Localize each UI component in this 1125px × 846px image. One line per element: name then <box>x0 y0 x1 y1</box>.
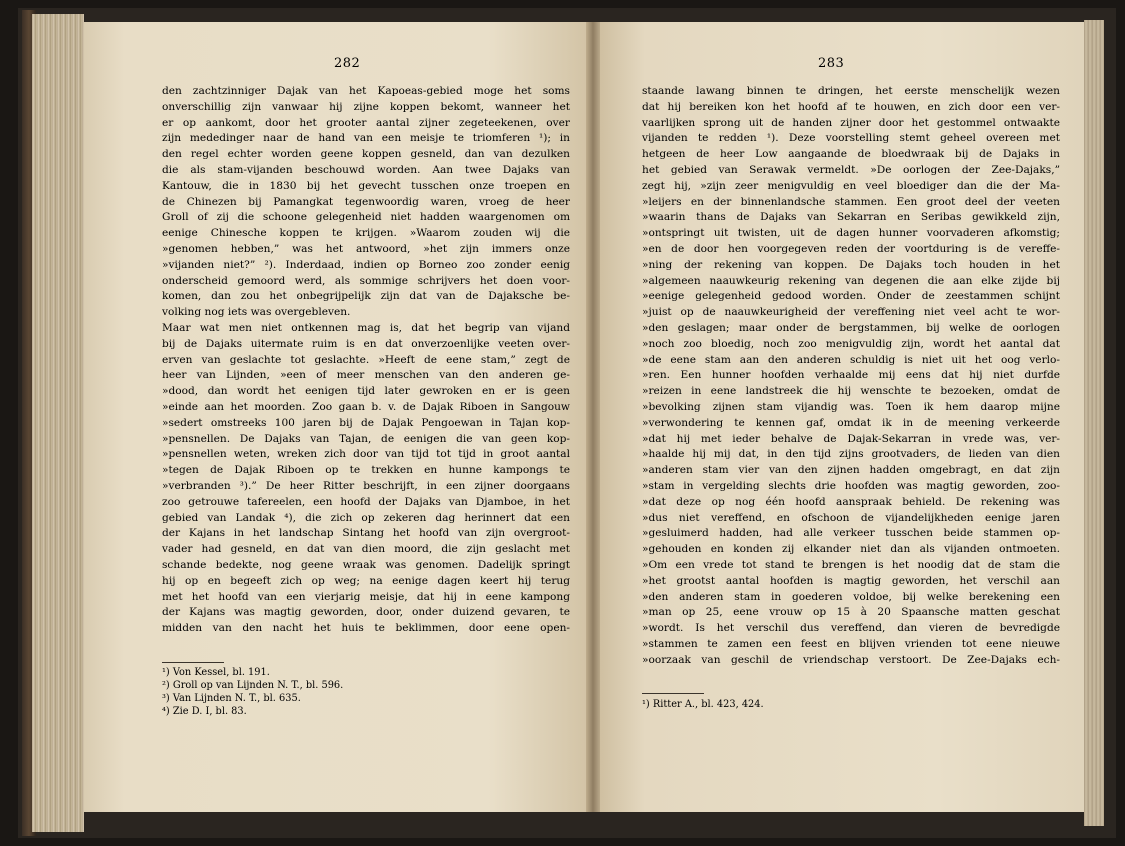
footnote: ²) Groll op van Lijnden N. T., bl. 596. <box>162 680 344 691</box>
text-line: »stammen te zamen een feest en blijven vrienden tot eene nieuwe <box>642 637 1060 650</box>
text-line: zijn mededinger naar de hand van een meisje te triomferen ¹); in <box>162 132 570 145</box>
text-line: volking nog iets was overgebleven. <box>162 306 351 319</box>
text-line: met het hoofd van een vierjarig meisje, dat hij in eene kampong <box>162 590 570 603</box>
text-line: onverschillig zijn vanwaar hij zijne koppen bekomt, wanneer het <box>162 100 570 113</box>
text-line: midden van den nacht het huis te beklimmen, door eene open- <box>162 622 570 635</box>
text-line: »stam in vergelding slechts drie hoofden was magtig geworden, zoo- <box>642 479 1060 492</box>
text-line: »de eene stam aan den anderen schuldig is niet uit het oog verlo- <box>642 353 1060 366</box>
text-line: die als stam-vijanden beschouwd worden. Aan twee Dajaks van <box>162 163 570 176</box>
text-line: »ren. Een hunner hoofden verhaalde mij eens dat hij niet durfde <box>642 369 1060 382</box>
text-line: »haalde hij mij dat, in den tijd zijns grootvaders, de lieden van dien <box>642 448 1060 461</box>
text-line: »reizen in eene landstreek die hij wenschte te bezoeken, omdat de <box>642 385 1060 398</box>
text-line: »sedert omstreeks 100 jaren bij de Dajak Pengoewan in Tajan kop- <box>162 416 570 429</box>
text-line: eenige Chinesche koppen te krijgen. »Waarom zouden wij die <box>162 227 570 240</box>
text-line: »tegen de Dajak Riboen op te trekken en hunne kampongs te <box>162 464 570 477</box>
text-line: Maar wat men niet ontkennen mag is, dat het begrip van vijand <box>162 321 570 334</box>
text-line: vaarlijken sprong uit de handen zijner door het gestommel ontwaakte <box>642 116 1060 129</box>
text-line: »den anderen stam in goederen voldoe, bij welke berekening een <box>642 590 1060 603</box>
footnote: ¹) Von Kessel, bl. 191. <box>162 667 270 678</box>
text-line: dat hij bereiken kon het hoofd af te houwen, en zich door een ver- <box>642 100 1060 113</box>
left-page-footnotes <box>162 666 343 718</box>
text-line: »het grootst aantal hoofden is magtig geworden, het verschil aan <box>642 574 1060 587</box>
text-line: »ontspringt uit twisten, uit de dagen hunner voorvaderen afkomstig; <box>642 227 1060 240</box>
footnote: ⁴) Zie D. I, bl. 83. <box>162 706 247 717</box>
text-line: hetgeen de heer Low aangaande de bloedwraak bij de Dajaks in <box>642 148 1060 161</box>
left-footnote-rule <box>162 662 224 663</box>
text-line: »gesluimerd hadden, had alle verkeer tusschen beide stammen op- <box>642 527 1060 540</box>
text-line: gebied van Landak ⁴), die zich op zekeren dag herinnert dat een <box>162 511 570 524</box>
text-line: »Om een vrede tot stand te brengen is het noodig dat de stam die <box>642 558 1060 571</box>
footnote: ¹) Ritter A., bl. 423, 424. <box>642 699 764 710</box>
text-line: der Kajans was magtig geworden, door, onder duizend gevaren, te <box>162 606 570 619</box>
text-line: »verbranden ³).” De heer Ritter beschrijft, in een zijner doorgaans <box>162 479 570 492</box>
text-line: »wordt. Is het verschil dus vereffend, dan vieren de bevredigde <box>642 622 1060 635</box>
text-line: schande bedekte, nog geene wraak was genomen. Dadelijk springt <box>162 558 570 571</box>
text-line: hij op en begeeft zich op weg; na eenige dagen keert hij terug <box>162 574 570 587</box>
text-line: »dat deze op nog één hoofd aanspraak behield. De rekening was <box>642 495 1060 508</box>
text-line: zoo getrouwe tafereelen, een hoofd der Dajaks van Djamboe, in het <box>162 495 570 508</box>
text-line: den regel echter worden geene koppen gesneld, dan van dezulken <box>162 148 570 161</box>
text-line: vader had gesneld, en dat van dien moord, die zijn geslacht met <box>162 543 570 556</box>
text-line: het gebied van Serawak vermeldt. »De oorlogen der Zee-Dajaks,” <box>642 163 1060 176</box>
text-line: staande lawang binnen te dringen, het eerste menschelijk wezen <box>642 85 1060 97</box>
text-line: onderscheid gemoord werd, als sommige schrijvers het doen voor- <box>162 274 570 287</box>
text-line: »eenige gelegenheid gedood worden. Onder de zeestammen schijnt <box>642 290 1060 303</box>
text-line: »vijanden niet?” ²). Inderdaad, indien op Borneo zoo zonder eenig <box>162 258 570 271</box>
text-line: er op aankomt, door het grooter aantal zijner zegeteekenen, over <box>162 116 570 129</box>
text-line: »algemeen naauwkeurig rekening van degenen die aan elke zijde bij <box>642 274 1060 287</box>
text-line: »gehouden en konden zij elkander niet dan als vijanden ontmoeten. <box>642 543 1060 556</box>
text-line: vijanden te redden ¹). Deze voorstelling stemt geheel overeen met <box>642 132 1060 145</box>
text-line: Kantouw, die in 1830 bij het gevecht tusschen onze troepen en <box>162 179 570 192</box>
text-line: »den geslagen; maar onder de bergstammen, bij welke de oorlogen <box>642 321 1060 334</box>
text-line: erven van geslachte tot geslachte. »Heeft de eene stam,” zegt de <box>162 353 570 366</box>
text-line: »genomen hebben,” was het antwoord, »het zijn immers onze <box>162 242 570 255</box>
right-footnote-rule <box>642 693 704 694</box>
right-page-body <box>642 84 1060 668</box>
text-line: »pensnellen. De Dajaks van Tajan, de eenigen die van geen kop- <box>162 432 570 445</box>
text-line: »dood, dan wordt het eenigen tijd later gewroken en er is geen <box>162 385 570 398</box>
text-line: »verwondering te kennen gaf, omdat ik in de meening verkeerde <box>642 416 1060 429</box>
text-line: »juist op de naauwkeurigheid der vereffening niet veel acht te wor- <box>642 306 1060 319</box>
page-edges-left <box>32 14 84 832</box>
text-line: heer van Lijnden, »een of meer menschen van den anderen ge- <box>162 369 570 382</box>
page-edges-right <box>1084 20 1104 826</box>
text-line: »leijers en der binnenlandsche stammen. Een groot deel der veeten <box>642 195 1060 208</box>
text-line: »noch zoo bloedig, noch zoo menigvuldig zijn, wordt het aantal dat <box>642 337 1060 350</box>
text-line: zegt hij, »zijn zeer menigvuldig en veel bloediger dan die der Ma- <box>642 179 1060 192</box>
left-page-body <box>162 84 570 637</box>
text-line: »anderen stam vier van den zijnen hadden omgebragt, en dat zijn <box>642 464 1060 477</box>
book-gutter <box>586 22 600 812</box>
text-line: »waarin thans de Dajaks van Sekarran en Seribas gewikkeld zijn, <box>642 211 1060 224</box>
text-line: »dus niet vereffend, en ofschoon de vijandelijkheden eenige jaren <box>642 511 1060 524</box>
text-line: »dat hij met ieder behalve de Dajak-Sekarran in vrede was, ver- <box>642 432 1060 445</box>
text-line: den zachtzinniger Dajak van het Kapoeas-gebied moge het soms <box>162 85 570 97</box>
right-page-footnotes <box>642 698 764 711</box>
text-line: komen, dan zou het onbegrijpelijk zijn dat van de Dajaksche be- <box>162 290 570 303</box>
text-line: de Chinezen bij Pamangkat tegenwoordig waren, vroeg de heer <box>162 195 570 208</box>
text-line: der Kajans in het landschap Sintang het hoofd van zijn overgroot- <box>162 527 570 540</box>
text-line: »en de door hen voorgegeven reden der voortduring is de vereffe- <box>642 242 1060 255</box>
text-line: »bevolking zijnen stam vijandig was. Toen ik hem daarop mijne <box>642 400 1060 413</box>
left-page-number: 282 <box>334 56 361 71</box>
text-line: »einde aan het moorden. Zoo gaan b. v. de Dajak Riboen in Sangouw <box>162 400 570 413</box>
right-page-number: 283 <box>818 56 845 71</box>
text-line: »man op 25, eene vrouw op 15 à 20 Spaansche matten geschat <box>642 606 1060 619</box>
text-line: bij de Dajaks uitermate ruim is en dat onverzoenlijke veeten over- <box>162 337 570 350</box>
text-line: »pensnellen weten, wreken zich door van tijd tot tijd in groot aantal <box>162 448 570 461</box>
text-line: »oorzaak van geschil de vriendschap verstoort. De Zee-Dajaks ech- <box>642 653 1060 666</box>
text-line: »ning der rekening van koppen. De Dajaks toch houden in het <box>642 258 1060 271</box>
text-line: Groll of zij die schoone gelegenheid niet hadden waargenomen om <box>162 211 570 224</box>
footnote: ³) Van Lijnden N. T., bl. 635. <box>162 693 301 704</box>
